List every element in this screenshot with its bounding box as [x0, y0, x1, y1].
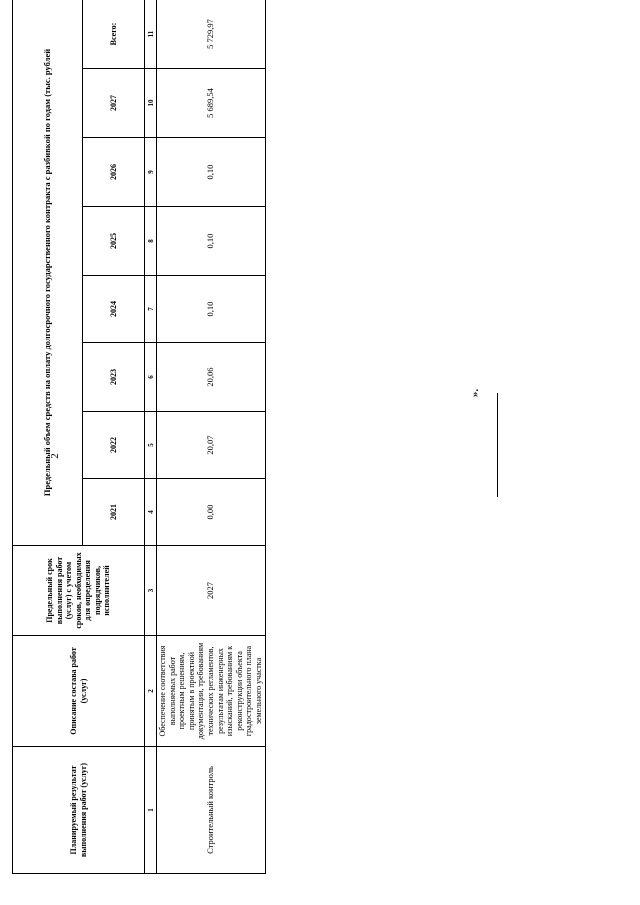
column-number: 2 [145, 636, 157, 747]
column-number: 4 [145, 479, 157, 546]
column-number: 8 [145, 207, 157, 276]
column-number: 3 [145, 546, 157, 636]
contract-table [12, 0, 266, 874]
header-year: 2027 [83, 69, 145, 138]
cell-result: Строительный контроль [157, 747, 266, 874]
column-number: 5 [145, 412, 157, 479]
column-number: 7 [145, 276, 157, 343]
cell-amount: 5 689,54 [157, 69, 266, 138]
header-year: 2024 [83, 276, 145, 343]
header-year: 2026 [83, 138, 145, 207]
cell-amount: 20,07 [157, 412, 266, 479]
header-description: Описание состава работ (услуг) [13, 636, 145, 747]
table-header-row-1 [13, 0, 83, 874]
column-number: 6 [145, 343, 157, 412]
column-number: 10 [145, 69, 157, 138]
closing-line [497, 393, 498, 497]
cell-amount: 0,10 [157, 138, 266, 207]
header-deadline: Предельный срок выполнения работ (услуг) с учетом сроков, необходимых для определения подрядчиков, исполнителей [13, 546, 145, 636]
cell-amount: 0,10 [157, 207, 266, 276]
header-result: Планируемый результат выполнения работ (услуг) [13, 747, 145, 874]
column-number: 9 [145, 138, 157, 207]
rotated-table-wrapper [12, 10, 263, 874]
header-year: 2022 [83, 412, 145, 479]
column-number: 1 [145, 747, 157, 874]
header-year: 2025 [83, 207, 145, 276]
header-year: 2021 [83, 479, 145, 546]
cell-amount: 0,00 [157, 479, 266, 546]
column-number: 11 [145, 0, 157, 69]
cell-amount: 0,10 [157, 276, 266, 343]
header-total: Всего: [83, 0, 145, 69]
page-number: 2 [49, 453, 61, 459]
header-year: 2023 [83, 343, 145, 412]
header-funding-group: Предельный объем средств на оплату долгосрочного государственного контракта с разбивкой по годам (тыс. рублей [13, 0, 83, 546]
column-number-row [145, 0, 157, 874]
cell-total: 5 729,97 [157, 0, 266, 69]
cell-deadline: 2027 [157, 546, 266, 636]
cell-description: Обеспечение соответствия выполняемых работ проектным решениям, принятым в проектной документации, требованиям технических регламентов, результатам инженерных изысканий, требованиям к реконструкции объекта градостроительного плана земельного участка [157, 636, 266, 747]
cell-amount: 20,06 [157, 343, 266, 412]
table-row [157, 0, 266, 874]
closing-quote-mark: ». [469, 388, 481, 398]
